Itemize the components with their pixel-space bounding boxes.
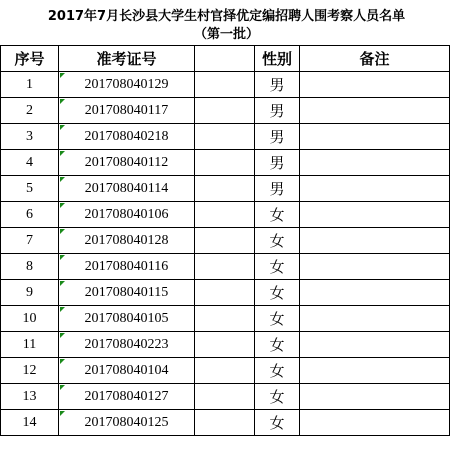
cell-remarks — [300, 358, 450, 384]
cell-seq: 11 — [1, 332, 59, 358]
cell-text-format-marker — [60, 73, 65, 78]
cell-text-format-marker — [60, 255, 65, 260]
cell-gender: 女 — [255, 306, 300, 332]
cell-name-redacted — [195, 228, 255, 254]
cell-exam-id — [59, 202, 195, 228]
cell-name-redacted — [195, 410, 255, 436]
cell-text-format-marker — [60, 125, 65, 130]
cell-exam-id — [59, 150, 195, 176]
cell-seq: 9 — [1, 280, 59, 306]
cell-remarks — [300, 228, 450, 254]
cell-text-format-marker — [60, 151, 65, 156]
cell-seq: 7 — [1, 228, 59, 254]
cell-exam-id — [59, 358, 195, 384]
cell-name-redacted — [195, 150, 255, 176]
table-row — [1, 150, 450, 176]
table-header-row — [1, 46, 450, 72]
cell-gender: 女 — [255, 202, 300, 228]
candidate-table — [0, 45, 450, 436]
table-row — [1, 228, 450, 254]
exam-id-text: 201708040115 — [84, 284, 169, 300]
table-row — [1, 306, 450, 332]
exam-id-text: 201708040125 — [84, 414, 169, 430]
cell-remarks — [300, 124, 450, 150]
exam-id-text: 201708040104 — [84, 362, 169, 378]
cell-name-redacted — [195, 306, 255, 332]
cell-name-redacted — [195, 384, 255, 410]
cell-name-redacted — [195, 332, 255, 358]
cell-gender: 男 — [255, 150, 300, 176]
cell-exam-id — [59, 124, 195, 150]
cell-exam-id — [59, 98, 195, 124]
cell-seq: 5 — [1, 176, 59, 202]
header-exam-id: 准考证号 — [59, 46, 195, 72]
cell-text-format-marker — [60, 177, 65, 182]
cell-remarks — [300, 98, 450, 124]
cell-gender: 女 — [255, 280, 300, 306]
cell-remarks — [300, 306, 450, 332]
cell-remarks — [300, 384, 450, 410]
header-remarks: 备注 — [300, 46, 450, 72]
exam-id-text: 201708040117 — [84, 102, 169, 118]
cell-name-redacted — [195, 72, 255, 98]
header-seq: 序号 — [1, 46, 59, 72]
cell-seq: 12 — [1, 358, 59, 384]
cell-gender: 女 — [255, 358, 300, 384]
cell-gender: 女 — [255, 228, 300, 254]
cell-text-format-marker — [60, 99, 65, 104]
cell-seq: 8 — [1, 254, 59, 280]
cell-exam-id — [59, 254, 195, 280]
table-row — [1, 410, 450, 436]
cell-remarks — [300, 410, 450, 436]
table-row — [1, 358, 450, 384]
cell-seq: 3 — [1, 124, 59, 150]
cell-name-redacted — [195, 176, 255, 202]
table-row — [1, 202, 450, 228]
cell-text-format-marker — [60, 229, 65, 234]
cell-text-format-marker — [60, 333, 65, 338]
exam-id-text: 201708040116 — [84, 258, 169, 274]
cell-name-redacted — [195, 98, 255, 124]
cell-exam-id — [59, 384, 195, 410]
cell-remarks — [300, 150, 450, 176]
table-row — [1, 254, 450, 280]
cell-name-redacted — [195, 202, 255, 228]
cell-gender: 女 — [255, 332, 300, 358]
exam-id-text: 201708040128 — [84, 232, 169, 248]
cell-seq: 14 — [1, 410, 59, 436]
cell-gender: 男 — [255, 72, 300, 98]
cell-seq: 2 — [1, 98, 59, 124]
cell-gender: 男 — [255, 176, 300, 202]
document-subtitle: （第一批） — [193, 27, 259, 42]
cell-text-format-marker — [60, 411, 65, 416]
header-name-redacted — [195, 46, 255, 72]
cell-exam-id — [59, 280, 195, 306]
cell-text-format-marker — [60, 281, 65, 286]
cell-name-redacted — [195, 358, 255, 384]
table-row — [1, 280, 450, 306]
cell-remarks — [300, 176, 450, 202]
cell-exam-id — [59, 228, 195, 254]
exam-id-text: 201708040105 — [84, 310, 169, 326]
document-title: 2017年7月长沙县大学生村官择优定编招聘人围考察人员名单 — [47, 9, 406, 24]
cell-gender: 女 — [255, 384, 300, 410]
cell-seq: 1 — [1, 72, 59, 98]
exam-id-text: 201708040127 — [84, 388, 169, 404]
cell-exam-id — [59, 176, 195, 202]
table-row — [1, 98, 450, 124]
cell-name-redacted — [195, 254, 255, 280]
exam-id-text: 201708040129 — [84, 76, 169, 92]
cell-text-format-marker — [60, 203, 65, 208]
exam-id-text: 201708040218 — [84, 128, 169, 144]
cell-gender: 女 — [255, 254, 300, 280]
cell-remarks — [300, 280, 450, 306]
cell-remarks — [300, 202, 450, 228]
cell-remarks — [300, 254, 450, 280]
cell-gender: 男 — [255, 124, 300, 150]
table-row — [1, 176, 450, 202]
cell-exam-id — [59, 410, 195, 436]
table-row — [1, 124, 450, 150]
exam-id-text: 201708040114 — [84, 180, 169, 196]
cell-exam-id — [59, 72, 195, 98]
cell-gender: 男 — [255, 98, 300, 124]
exam-id-text: 201708040112 — [84, 154, 169, 170]
cell-text-format-marker — [60, 307, 65, 312]
table-body — [1, 72, 450, 436]
cell-text-format-marker — [60, 385, 65, 390]
cell-name-redacted — [195, 280, 255, 306]
cell-seq: 6 — [1, 202, 59, 228]
cell-seq: 10 — [1, 306, 59, 332]
cell-exam-id — [59, 332, 195, 358]
table-row — [1, 384, 450, 410]
cell-remarks — [300, 332, 450, 358]
cell-remarks — [300, 72, 450, 98]
cell-seq: 13 — [1, 384, 59, 410]
exam-id-text: 201708040223 — [84, 336, 169, 352]
table-row — [1, 332, 450, 358]
table-row — [1, 72, 450, 98]
cell-seq: 4 — [1, 150, 59, 176]
cell-gender: 女 — [255, 410, 300, 436]
cell-exam-id — [59, 306, 195, 332]
cell-text-format-marker — [60, 359, 65, 364]
header-gender: 性别 — [255, 46, 300, 72]
exam-id-text: 201708040106 — [84, 206, 169, 222]
cell-name-redacted — [195, 124, 255, 150]
